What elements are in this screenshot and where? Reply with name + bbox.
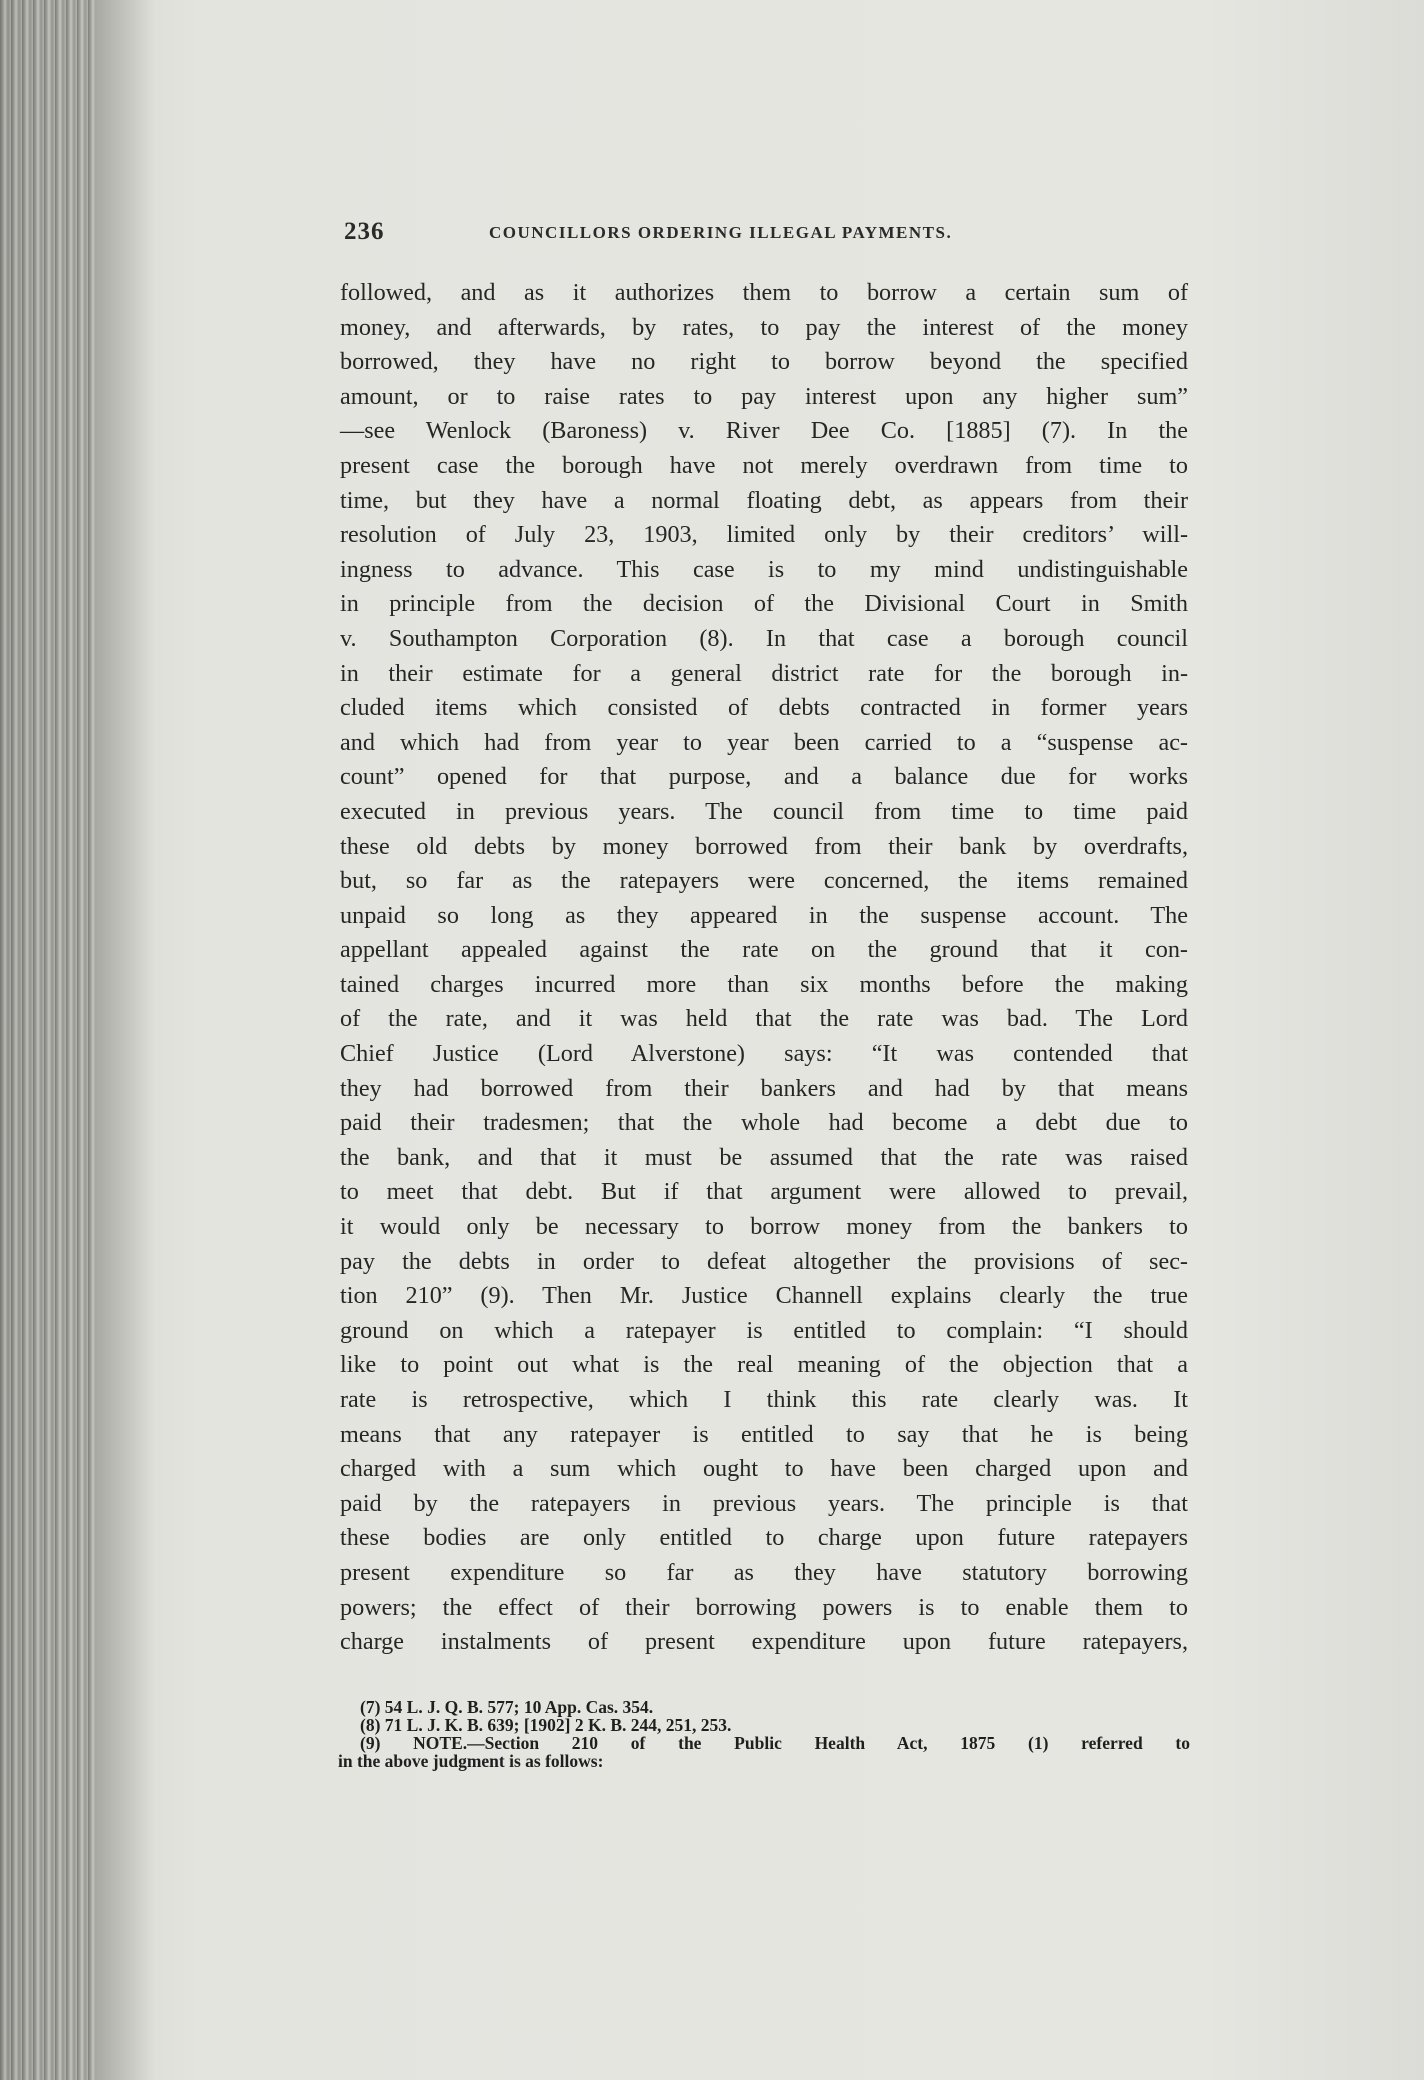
body-line: these bodies are only entitled to charge upon future ratepayers (340, 1524, 1188, 1552)
body-line: pay the debts in order to defeat altogether the provisions of sec- (340, 1247, 1188, 1275)
body-line: Chief Justice (Lord Alverstone) says: “It was contended that (340, 1040, 1188, 1068)
body-line: count” opened for that purpose, and a balance due for works (340, 763, 1188, 791)
body-line: but, so far as the ratepayers were concerned, the items remained (340, 867, 1188, 895)
body-line: like to point out what is the real meaning of the objection that a (340, 1351, 1188, 1379)
body-line: unpaid so long as they appeared in the suspense account. The (340, 901, 1188, 929)
footnotes (338, 1698, 1190, 1770)
body-line: they had borrowed from their bankers and had by that means (340, 1074, 1188, 1102)
body-line: and which had from year to year been carried to a “suspense ac- (340, 728, 1188, 756)
body-line: it would only be necessary to borrow money from the bankers to (340, 1213, 1188, 1241)
body-line: borrowed, they have no right to borrow beyond the specified (340, 348, 1188, 376)
body-line: present expenditure so far as they have statutory borrowing (340, 1558, 1188, 1586)
running-head: COUNCILLORS ORDERING ILLEGAL PAYMENTS. (489, 223, 953, 242)
body-line: to meet that debt. But if that argument were allowed to prevail, (340, 1178, 1188, 1206)
body-line: ingness to advance. This case is to my mind undistinguishable (340, 555, 1188, 583)
body-line: charge instalments of present expenditure upon future ratepayers, (340, 1628, 1188, 1656)
body-line: paid by the ratepayers in previous years. The principle is that (340, 1489, 1188, 1517)
book-page-edges (0, 0, 95, 2080)
book-gutter-shadow (95, 0, 155, 2080)
body-line: cluded items which consisted of debts contracted in former years (340, 694, 1188, 722)
body-line: v. Southampton Corporation (8). In that case a borough council (340, 624, 1188, 652)
body-line: time, but they have a normal floating debt, as appears from their (340, 486, 1188, 514)
body-line: —see Wenlock (Baroness) v. River Dee Co. [1885] (7). In the (340, 417, 1188, 445)
body-line: charged with a sum which ought to have been charged upon and (340, 1455, 1188, 1483)
body-line: appellant appealed against the rate on the ground that it con- (340, 936, 1188, 964)
body-line: means that any ratepayer is entitled to say that he is being (340, 1420, 1188, 1448)
body-line: the bank, and that it must be assumed that the rate was raised (340, 1143, 1188, 1171)
body-line: these old debts by money borrowed from their bank by overdrafts, (340, 832, 1188, 860)
body-line: in their estimate for a general district rate for the borough in- (340, 659, 1188, 687)
body-line: resolution of July 23, 1903, limited only by their creditors’ will- (340, 521, 1188, 549)
body-text (340, 276, 1188, 1660)
body-line: paid their tradesmen; that the whole had become a debt due to (340, 1109, 1188, 1137)
footnote-9: (9) NOTE.—Section 210 of the Public Health Act, 1875 (1) referred to (360, 1733, 1190, 1753)
body-line: in principle from the decision of the Divisional Court in Smith (340, 590, 1188, 618)
body-line: executed in previous years. The council from time to time paid (340, 797, 1188, 825)
body-line: ground on which a ratepayer is entitled to complain: “I should (340, 1316, 1188, 1344)
page-number: 236 (344, 218, 385, 245)
body-line: money, and afterwards, by rates, to pay the interest of the money (340, 313, 1188, 341)
body-line: powers; the effect of their borrowing powers is to enable them to (340, 1593, 1188, 1621)
body-line: tained charges incurred more than six months before the making (340, 970, 1188, 998)
footnote-9-continued: in the above judgment is as follows: (338, 1751, 604, 1771)
footnote-7: (7) 54 L. J. Q. B. 577; 10 App. Cas. 354. (360, 1697, 654, 1717)
body-line: present case the borough have not merely overdrawn from time to (340, 451, 1188, 479)
body-line: tion 210” (9). Then Mr. Justice Channell explains clearly the true (340, 1282, 1188, 1310)
body-line: rate is retrospective, which I think this rate clearly was. It (340, 1386, 1188, 1413)
body-line: amount, or to raise rates to pay interest upon any higher sum” (340, 382, 1188, 410)
body-line: followed, and as it authorizes them to borrow a certain sum of (340, 279, 1188, 306)
body-line: of the rate, and it was held that the rate was bad. The Lord (340, 1005, 1188, 1033)
footnote-8: (8) 71 L. J. K. B. 639; [1902] 2 K. B. 244, 251, 253. (360, 1715, 732, 1735)
